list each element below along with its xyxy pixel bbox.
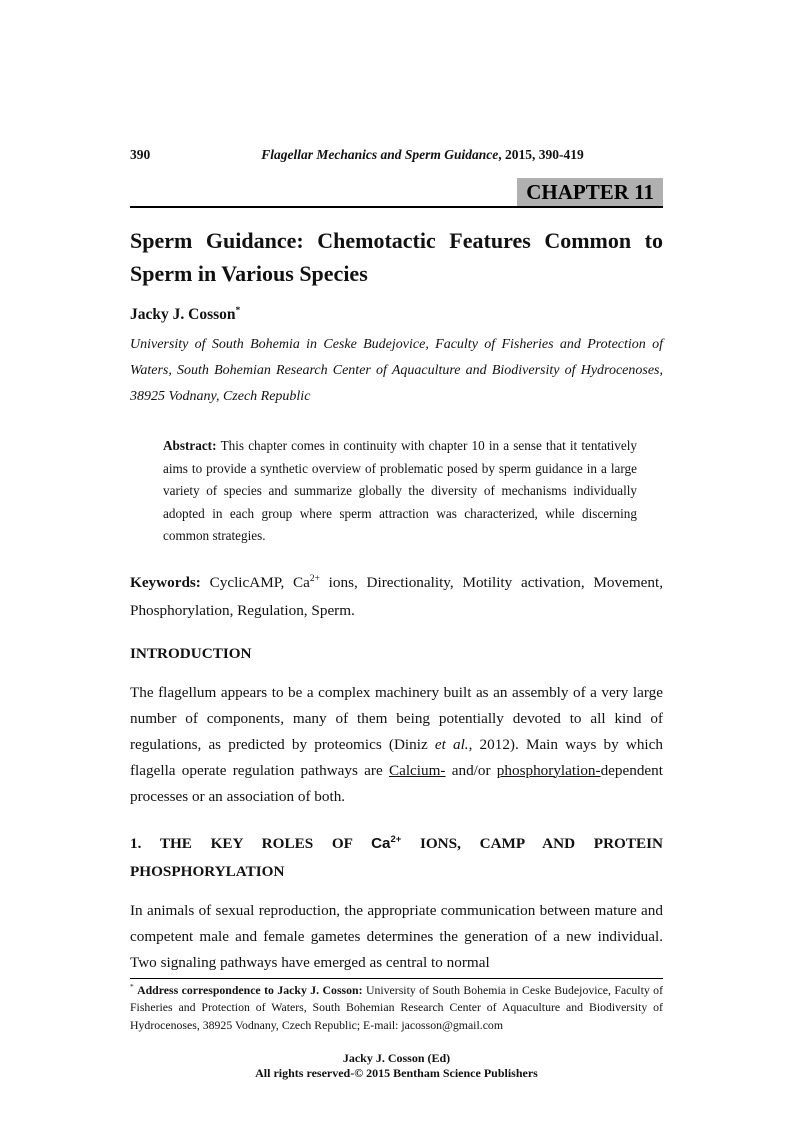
running-header — [130, 147, 663, 167]
chapter-badge: CHAPTER 11 — [517, 178, 663, 206]
page-content — [130, 147, 663, 1081]
section-1-heading: 1. THE KEY ROLES OF $Ca^{2+}$ IONS, CAMP AND PROTEIN PHOSPHORYLATION — [130, 832, 663, 880]
footnote-rule — [130, 978, 663, 979]
introduction-paragraph: The flagellum appears to be a complex machinery built as an assembly of a very large number of components, many of them being potentially devoted to all kind of regulations, as predicted by proteomics (Diniz et al., 2012). Main ways by which flagella operate regulation pathways are Calcium- and/or phosphorylation-dependent processes or an association of both. — [130, 683, 663, 805]
chapter-title: Sperm Guidance: Chemotactic Features Common to Sperm in Various Species — [130, 228, 663, 286]
introduction-heading: INTRODUCTION — [130, 644, 252, 662]
running-title: Flagellar Mechanics and Sperm Guidance, 2015, 390-419 — [261, 147, 584, 162]
author-name: Jacky J. Cosson* — [130, 304, 241, 323]
author-affiliation: University of South Bohemia in Ceske Budejovice, Faculty of Fisheries and Protection of Waters, South Bohemian Research Center of Aquaculture and Biodiversity of Hydrocenoses, 38925 Vodnany, Czech Republic — [130, 337, 663, 404]
page-footer — [130, 1051, 663, 1081]
chapter-badge-row — [130, 178, 663, 206]
section-1-paragraph: In animals of sexual reproduction, the appropriate communication between mature and competent male and female gametes determines the generation of a new individual. Two signaling pathways have emerged as central to normal — [130, 901, 663, 971]
abstract: Abstract: This chapter comes in continuity with chapter 10 in a sense that it tentatively aims to provide a synthetic overview of problematic posed by sperm guidance in a large variety of species and summarize globally the diversity of mechanisms individually adopted in each group where sperm attraction was characterized, while discerning common strategies. — [163, 438, 637, 543]
footer-editor-line: Jacky J. Cosson (Ed) — [342, 1051, 451, 1065]
correspondence-footnote: * Address correspondence to Jacky J. Cosson: University of South Bohemia in Ceske Budejovice, Faculty of Fisheries and Protection of Waters, South Bohemian Research Center of Aquaculture and Biodiversity of Hydrocenoses, 38925 Vodnany, Czech Republic; E-mail: jacosson@gmail.com — [130, 981, 663, 1032]
footer-copyright-line: All rights reserved-© 2015 Bentham Science Publishers — [255, 1066, 538, 1080]
keywords: Keywords: CyclicAMP, $Ca^{2+}$ ions, Directionality, Motility activation, Movement, Phosphorylation, Regulation, Sperm. — [130, 573, 664, 619]
header-rule — [130, 206, 663, 208]
page-number: 390 — [130, 147, 151, 162]
